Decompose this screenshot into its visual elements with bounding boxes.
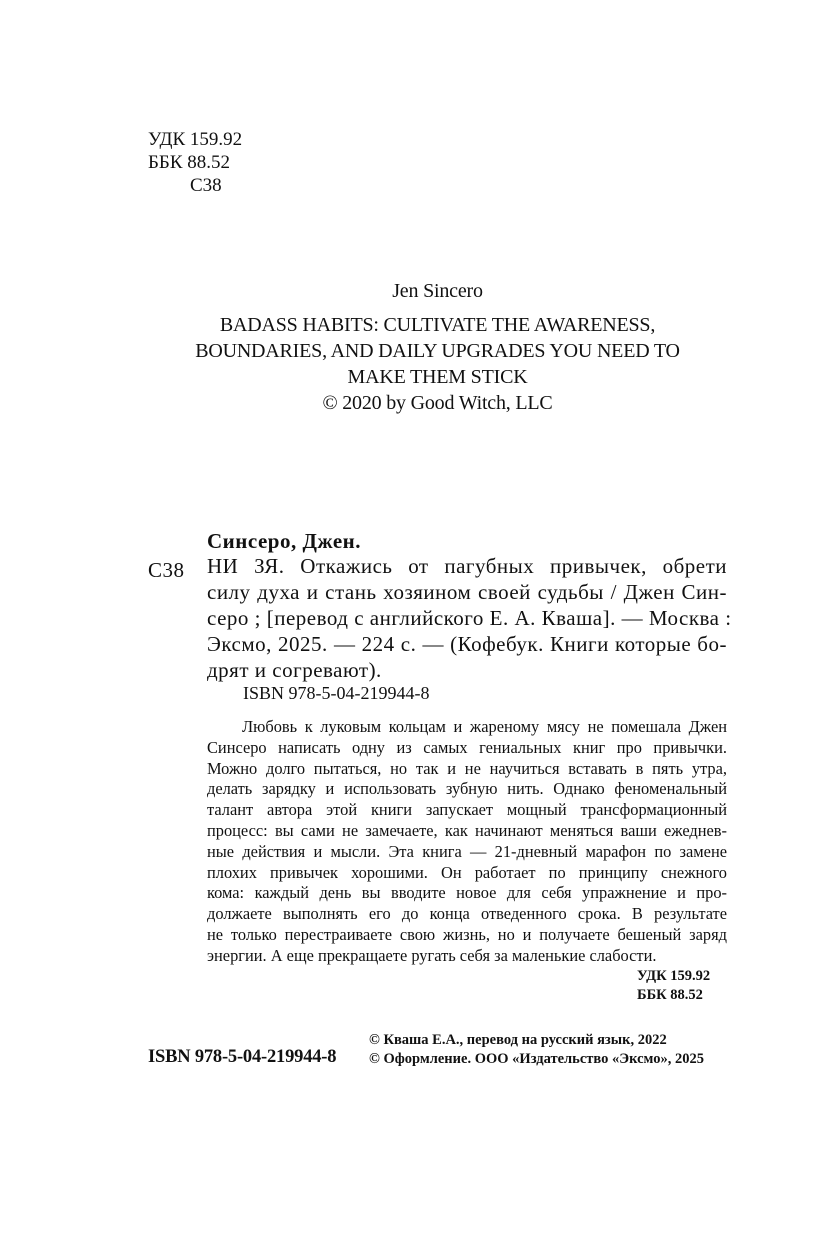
bib-line: дрят и согревают). xyxy=(207,658,382,682)
design-copyright: © Оформление. ООО «Издательство «Эксмо», 2025 xyxy=(369,1051,704,1067)
annotation-line: талант автора этой книги запускает мощный трансформационный xyxy=(207,800,727,820)
annotation xyxy=(207,717,727,967)
footer-isbn: ISBN 978-5-04-219944-8 xyxy=(148,1047,337,1067)
bib-line: силу духа и стань хозяином своей судьбы / Джен Син- xyxy=(207,580,727,604)
bbk-code: ББК 88.52 xyxy=(148,152,230,173)
author-mark: С38 xyxy=(190,175,222,196)
annotation-line: Синсеро написать одну из самых гениальных книг про привычки. xyxy=(207,737,727,757)
bib-author-heading: Синсеро, Джен. xyxy=(207,529,362,553)
annotation-line: не только перестраиваете свою жизнь, но и получаете бешеный заряд xyxy=(207,924,727,944)
annotation-line: Можно долго пытаться, но так и не научиться вставать в пять утра, xyxy=(207,758,727,778)
bib-mark: С38 xyxy=(148,558,185,582)
original-title-line: MAKE THEM STICK xyxy=(347,366,528,388)
bib-line: НИ ЗЯ. Откажись от пагубных привычек, обрети xyxy=(207,554,727,578)
bib-isbn: ISBN 978-5-04-219944-8 xyxy=(243,683,430,703)
original-title-line: BOUNDARIES, AND DAILY UPGRADES YOU NEED TO xyxy=(195,340,680,362)
bib-description xyxy=(207,553,732,683)
annotation-line: должаете выполнять его до конца отведенного срока. В результате xyxy=(207,904,727,924)
annotation-line: плохих привычек хорошими. Он работает по принципу снежного xyxy=(207,862,727,882)
original-title-line: BADASS HABITS: CULTIVATE THE AWARENESS, xyxy=(219,314,656,336)
annotation-line: ные действия и мысли. Эта книга — 21-дневный марафон по замене xyxy=(207,841,727,861)
original-copyright: © 2020 by Good Witch, LLC xyxy=(322,392,553,414)
annotation-line: процесс: вы сами не замечаете, как начинают меняться ваши ежеднев- xyxy=(207,820,727,840)
annotation-line: энергии. А еще прекращаете ругать себя за маленькие слабости. xyxy=(207,945,657,965)
bib-line: Эксмо, 2025. — 224 с. — (Кофебук. Книги которые бо- xyxy=(207,632,727,656)
udc-code: УДК 159.92 xyxy=(148,129,243,150)
translation-copyright: © Кваша Е.А., перевод на русский язык, 2022 xyxy=(369,1032,667,1048)
bib-line: серо ; [перевод с английского Е. А. Кваша]. — Москва : xyxy=(207,606,732,630)
annotation-line: кома: каждый день вы вводите новое для себя упражнение и про- xyxy=(207,883,727,903)
original-edition-block xyxy=(100,278,775,416)
annotation-line: Любовь к луковым кольцам и жареному мясу не помешала Джен xyxy=(242,717,727,736)
original-author: Jen Sincero xyxy=(392,280,483,302)
annotation-line: делать зарядку и использовать зубную нить. Однако феноменальный xyxy=(207,779,727,799)
footer-bbk: ББК 88.52 xyxy=(637,987,703,1003)
footer-udc: УДК 159.92 xyxy=(637,968,711,984)
